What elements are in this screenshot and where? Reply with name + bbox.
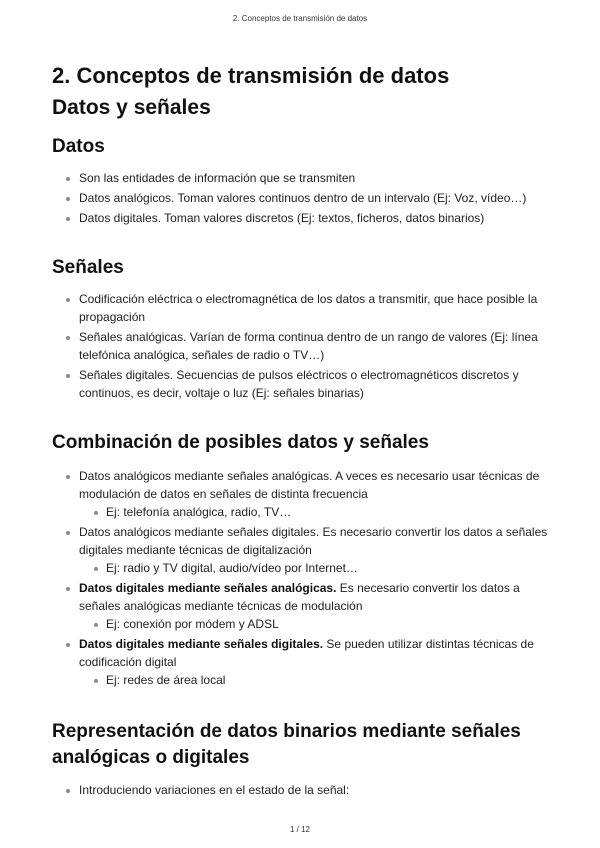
list-item [52, 523, 552, 559]
list-item: Datos digitales. Toman valores discretos (Ej: textos, ficheros, datos binarios) [52, 209, 552, 227]
list-item: Son las entidades de información que se transmiten [52, 169, 552, 187]
subsection-title-datos: Datos [52, 136, 105, 157]
combinacion-list [52, 467, 552, 689]
list-item: Señales digitales. Secuencias de pulsos eléctricos o electromagnéticos discretos y continuos, es decir, voltaje o luz (Ej: señales binarias) [52, 366, 552, 402]
list-item [52, 635, 552, 671]
list-item-text: Es necesario convertir los datos a señales analógicas mediante técnicas de modulación [79, 581, 520, 613]
section-title: Datos y señales [52, 96, 211, 119]
representacion-list [52, 781, 552, 799]
subsection-title-combinacion: Combinación de posibles datos y señales [52, 432, 429, 453]
list-item: Señales analógicas. Varían de forma continua dentro de un rango de valores (Ej: línea telefónica analógica, señales de radio o TV…) [52, 328, 552, 364]
list-item-bold: Datos digitales mediante señales digitales. [79, 637, 324, 651]
sub-list-item: Ej: conexión por módem y ADSL [52, 615, 552, 633]
list-item-bold: Datos digitales mediante señales analógicas. [79, 581, 337, 595]
sub-list-item: Ej: radio y TV digital, audio/vídeo por Internet… [52, 559, 552, 577]
page-content [52, 62, 552, 799]
chapter-title: 2. Conceptos de transmisión de datos [52, 63, 450, 88]
subsection-title-representacion: Representación de datos binarios mediante señales analógicas o digitales [52, 721, 521, 768]
page-number: 1 / 12 [289, 825, 310, 834]
datos-list [52, 169, 552, 227]
subsection-title-senales: Señales [52, 257, 124, 278]
list-item-text: Datos analógicos mediante señales digitales. Es necesario convertir los datos a señales digitales mediante técnicas de digitalización [79, 525, 548, 557]
list-item: Datos analógicos. Toman valores continuos dentro de un intervalo (Ej: Voz, vídeo…) [52, 189, 552, 207]
list-item: Codificación eléctrica o electromagnética de los datos a transmitir, que hace posible la propagación [52, 290, 552, 326]
sub-list-item: Ej: telefonía analógica, radio, TV… [52, 503, 552, 521]
list-item: Introduciendo variaciones en el estado de la señal: [52, 781, 552, 799]
list-item [52, 579, 552, 615]
list-item-text: Se pueden utilizar distintas técnicas de codificación digital [79, 637, 534, 669]
list-item [52, 467, 552, 503]
list-item-text: Datos analógicos mediante señales analógicas. A veces es necesario usar técnicas de modulación de datos en señales de distinta frecuencia [79, 469, 540, 501]
senales-list [52, 290, 552, 402]
running-header: 2. Conceptos de transmisión de datos [232, 14, 368, 23]
sub-list-item: Ej: redes de área local [52, 671, 552, 689]
